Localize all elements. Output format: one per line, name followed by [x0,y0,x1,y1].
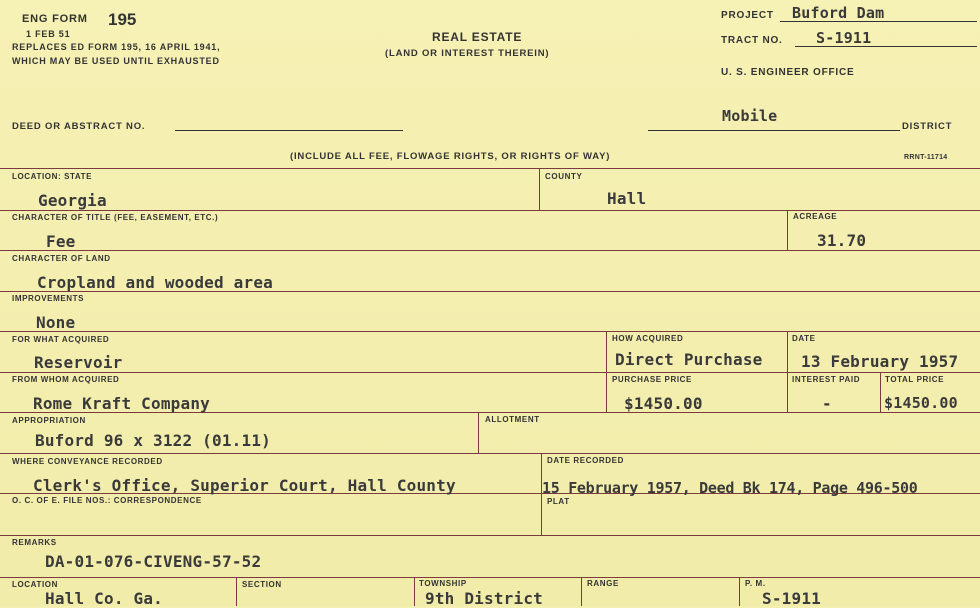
section-label: SECTION [242,580,282,589]
date-recorded-value: 15 February 1957, Deed Bk 174, Page 496-500 [542,479,918,497]
date-value: 13 February 1957 [801,352,959,371]
location-value: Hall Co. Ga. [45,589,163,608]
interest-label: INTEREST PAID [792,375,861,384]
land-char-label: CHARACTER OF LAND [12,254,111,263]
range-label: RANGE [587,579,619,588]
replaces-line1: REPLACES ED FORM 195, 16 APRIL 1941, [12,42,221,52]
date-recorded-label: DATE RECORDED [547,456,624,465]
remarks-value: DA-01-076-CIVENG-57-52 [45,552,262,571]
improvements-value: None [36,313,76,332]
where-value: Clerk's Office, Superior Court, Hall County [33,476,456,495]
improvements-label: IMPROVEMENTS [12,294,85,303]
interest-value: - [822,394,832,413]
from-label: FROM WHOM ACQUIRED [12,375,120,384]
acreage-label: ACREAGE [793,212,838,221]
replaces-line2: WHICH MAY BE USED UNTIL EXHAUSTED [12,56,220,66]
state-label: LOCATION: STATE [12,172,93,181]
tract-label: TRACT NO. [721,35,783,46]
township-value: 9th District [425,589,543,608]
district-value: Mobile [722,107,778,125]
county-value: Hall [607,189,647,208]
total-label: TOTAL PRICE [885,375,945,384]
project-value: Buford Dam [792,4,885,22]
land-char-value: Cropland and wooded area [37,273,273,292]
remarks-label: REMARKS [12,538,57,547]
pm-label: P. M. [745,579,766,588]
state-value: Georgia [38,191,107,210]
office-label: U. S. ENGINEER OFFICE [721,67,855,78]
title-char-value: Fee [46,232,76,251]
district-label: DISTRICT [902,121,953,132]
form-title: REAL ESTATE [432,30,523,44]
form-subtitle: (LAND OR INTEREST THEREIN) [385,48,550,59]
how-label: HOW ACQUIRED [612,334,684,343]
purpose-label: FOR WHAT ACQUIRED [12,335,110,344]
tract-value: S-1911 [816,29,872,47]
file-label: O. C. OF E. FILE NOS.: CORRESPONDENCE [12,496,202,505]
deed-label: DEED OR ABSTRACT NO. [12,121,146,132]
form-number: 195 [108,10,137,29]
how-value: Direct Purchase [615,350,763,369]
from-value: Rome Kraft Company [33,394,210,413]
allotment-label: ALLOTMENT [485,415,540,424]
plat-label: PLAT [547,497,570,506]
project-label: PROJECT [721,10,774,21]
where-label: WHERE CONVEYANCE RECORDED [12,457,163,466]
county-label: COUNTY [545,172,583,181]
total-value: $1450.00 [884,394,958,412]
acreage-value: 31.70 [817,231,867,250]
pm-value: S-1911 [762,589,821,608]
title-char-label: CHARACTER OF TITLE (FEE, EASEMENT, ETC.) [12,213,219,222]
form-name: ENG FORM [22,13,88,25]
township-label: TOWNSHIP [419,579,467,588]
form-date: 1 FEB 51 [26,29,71,39]
form-code: RRNT-11714 [904,154,948,161]
appropriation-value: Buford 96 x 3122 (01.11) [35,431,271,450]
appropriation-label: APPROPRIATION [12,416,86,425]
date-label: DATE [792,334,816,343]
price-label: PURCHASE PRICE [612,375,692,384]
include-note: (INCLUDE ALL FEE, FLOWAGE RIGHTS, OR RIGHTS OF WAY) [290,151,611,162]
location-label: LOCATION [12,580,58,589]
purpose-value: Reservoir [34,353,123,372]
price-value: $1450.00 [624,394,703,413]
